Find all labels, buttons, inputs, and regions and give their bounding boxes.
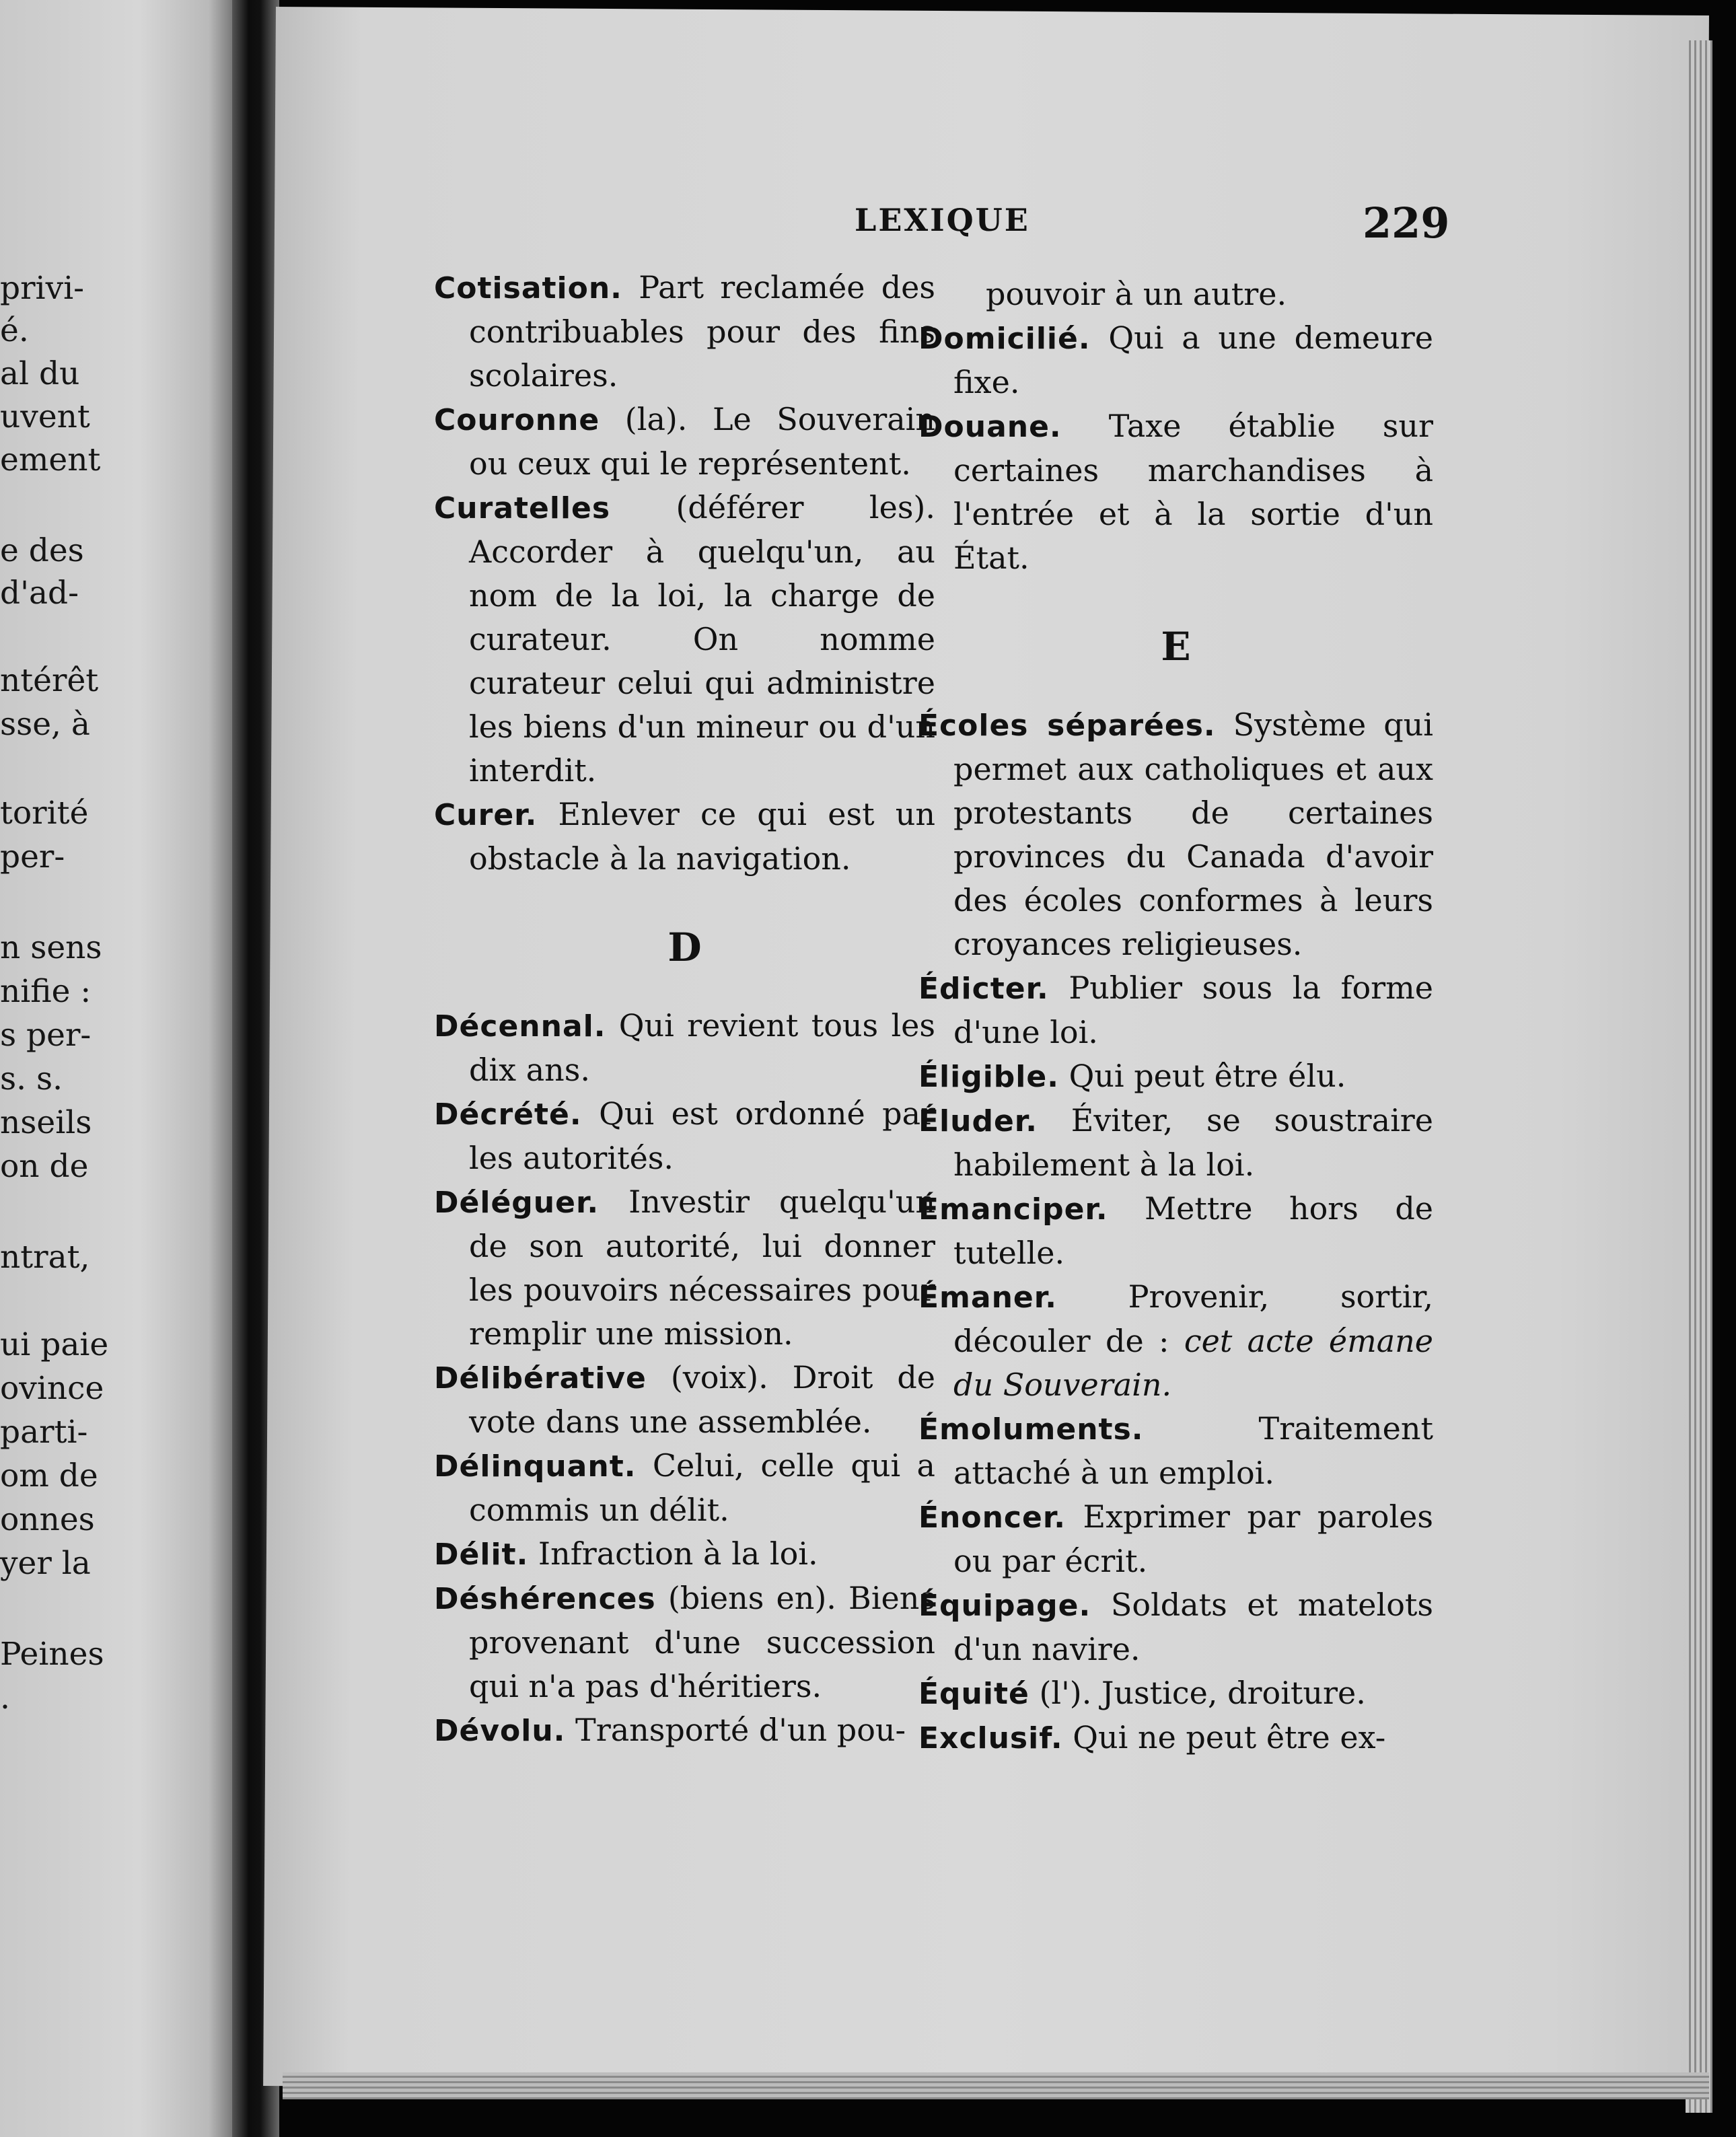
glossary-entry [918,1583,1433,1671]
headword: Dévolu. [434,1714,566,1748]
headword-qualifier: (l'). [1039,1675,1092,1711]
definition: Éviter, se soustraire habilement à la loi. [953,1102,1433,1183]
glossary-entry [918,1187,1433,1275]
headword: Décrété. [434,1097,582,1132]
definition: Justice, droiture. [1101,1675,1366,1711]
definition-continuation: On nomme curateur celui qui administre les biens d'un mineur ou d'un interdit. [469,621,935,789]
headword: Délibérative [434,1361,647,1396]
left-line: sse, à [0,706,90,743]
glossary-entry [918,1407,1433,1495]
left-line: Peines [0,1636,104,1673]
glossary-entry [918,1716,1433,1760]
headword: Déshérences [434,1582,656,1616]
column-1 [434,266,935,1753]
definition: Publier sous la forme d'une loi. [953,970,1434,1050]
headword: Émoluments. [918,1412,1144,1447]
glossary-entry [434,266,935,398]
headword-qualifier: (voix). [670,1359,768,1396]
glossary-entry [918,1099,1433,1187]
left-line: nseils [0,1104,92,1141]
headword: Douane. [918,410,1062,444]
left-line: d'ad- [0,575,79,612]
glossary-entry [918,1054,1433,1099]
headword-qualifier: (déférer les). [676,489,935,526]
definition: Qui revient tous les dix ans. [469,1007,935,1088]
definition: Taxe établie sur certaines marchandises à l'entrée et à la sortie d'un État. [953,408,1433,576]
glossary-entry [434,1356,935,1444]
headword: Énoncer. [918,1500,1066,1535]
definition: Qui ne peut être ex- [1073,1719,1386,1755]
definition: Celui, celle qui a commis un délit. [469,1447,935,1528]
definition: Investir quelqu'un de son autorité, lui donner les pouvoirs nécessaires pour remplir une mission. [469,1184,935,1352]
headword: Curer. [434,798,538,832]
headword: Éligible. [918,1060,1059,1094]
headword: Écoles séparées. [918,709,1216,743]
definition: Qui a une demeure fixe. [953,320,1433,400]
glossary-entry [918,316,1433,404]
definition: Qui est ordonné par les autorités. [469,1095,936,1176]
left-line: on de [0,1148,89,1185]
definition: Exprimer par paroles ou par écrit. [953,1498,1433,1579]
section-letter: D [667,925,702,970]
headword: Couronne [434,403,600,437]
definition: Accorder à quelqu'un, au nom de la loi, la charge de curateur. [469,534,935,657]
headword: Délit. [434,1537,529,1572]
headword: Délinquant. [434,1449,637,1484]
headword-qualifier: (la). [624,401,688,437]
left-line: é. [0,312,29,349]
left-line: torité [0,795,89,832]
glossary-entry [918,404,1433,580]
section-letter: E [1161,624,1191,669]
page-edge [1686,40,1712,2113]
left-line: nifie : [0,973,92,1010]
headword: Éluder. [918,1104,1038,1138]
definition: Traitement attaché à un emploi. [953,1410,1433,1491]
left-line: uvent [0,398,90,435]
glossary-entry [918,966,1433,1054]
continued-definition: pouvoir à un autre. [986,276,1287,312]
glossary-entry [434,1180,935,1356]
glossary-entry [434,398,935,486]
glossary-entry [434,1444,935,1532]
definition: Infraction à la loi. [538,1535,818,1572]
left-line: onnes [0,1501,95,1538]
left-line: ement [0,441,101,478]
headword: Équipage. [918,1589,1091,1623]
headword: Émaner. [918,1280,1057,1315]
left-page-fragment [0,0,232,2137]
glossary-entry [918,703,1433,966]
column-2 [918,273,1433,1760]
definition: Transporté d'un pou- [575,1712,906,1748]
headword: Équité [918,1677,1029,1711]
headword-qualifier: (biens en). [667,1580,836,1616]
glossary-entry [918,1495,1433,1583]
glossary-entry [434,1004,935,1092]
left-line: privi- [0,270,85,307]
glossary-entry [434,1092,935,1180]
left-line: per- [0,838,65,875]
definition: Part reclamée des contribuables pour des fins scolaires. [469,269,936,394]
definition: Le Souverain ou ceux qui le représentent. [469,401,936,482]
definition: Soldats et matelots d'un navire. [953,1587,1433,1667]
headword: Domicilié. [918,322,1091,356]
glossary-entry [434,1708,935,1753]
page-number: 229 [1363,198,1450,248]
left-line: e des [0,532,84,569]
definition: Qui peut être élu. [1069,1058,1346,1094]
headword: Curatelles [434,491,611,526]
left-line: parti- [0,1414,88,1451]
italic-example: cet acte émane du Souverain. [953,1323,1434,1403]
left-line: yer la [0,1545,91,1582]
left-line: al du [0,355,80,392]
headword: Cotisation. [434,271,622,305]
definition: Droit de vote dans une assemblée. [469,1359,936,1440]
headword: Exclusif. [918,1721,1063,1755]
glossary-entry [918,1671,1433,1716]
running-head: LEXIQUE [855,202,1030,238]
definition: Provenir, sortir, découler de : [953,1278,1433,1359]
headword: Décennal. [434,1009,606,1044]
definition: Biens provenant d'une succession qui n'a pas d'héritiers. [469,1580,935,1704]
definition: Système qui permet aux catholiques et aux protestants de certaines provinces du Canada d'avoir des écoles conformes à leurs croyances religieuses. [953,707,1434,962]
glossary-entry [434,1577,935,1708]
glossary-entry [434,1532,935,1577]
headword: Déléguer. [434,1186,600,1220]
glossary-entry [918,1275,1433,1407]
left-line: ntérêt [0,662,99,699]
definition: Mettre hors de tutelle. [953,1190,1433,1271]
page-bottom-edge [283,2072,1709,2099]
left-line: s per- [0,1017,92,1054]
left-line: s. s. [0,1060,63,1097]
left-line: om de [0,1457,98,1494]
left-line: ui paie [0,1326,109,1363]
glossary-entry [434,793,935,881]
left-line: n sens [0,929,102,966]
left-line: ovince [0,1370,104,1407]
left-line: . [0,1679,10,1716]
glossary-entry [434,486,935,793]
definition: Enlever ce qui est un obstacle à la navigation. [469,796,936,877]
headword: Édicter. [918,972,1049,1006]
headword: Émanciper. [918,1192,1108,1227]
left-line: ntrat, [0,1239,90,1276]
